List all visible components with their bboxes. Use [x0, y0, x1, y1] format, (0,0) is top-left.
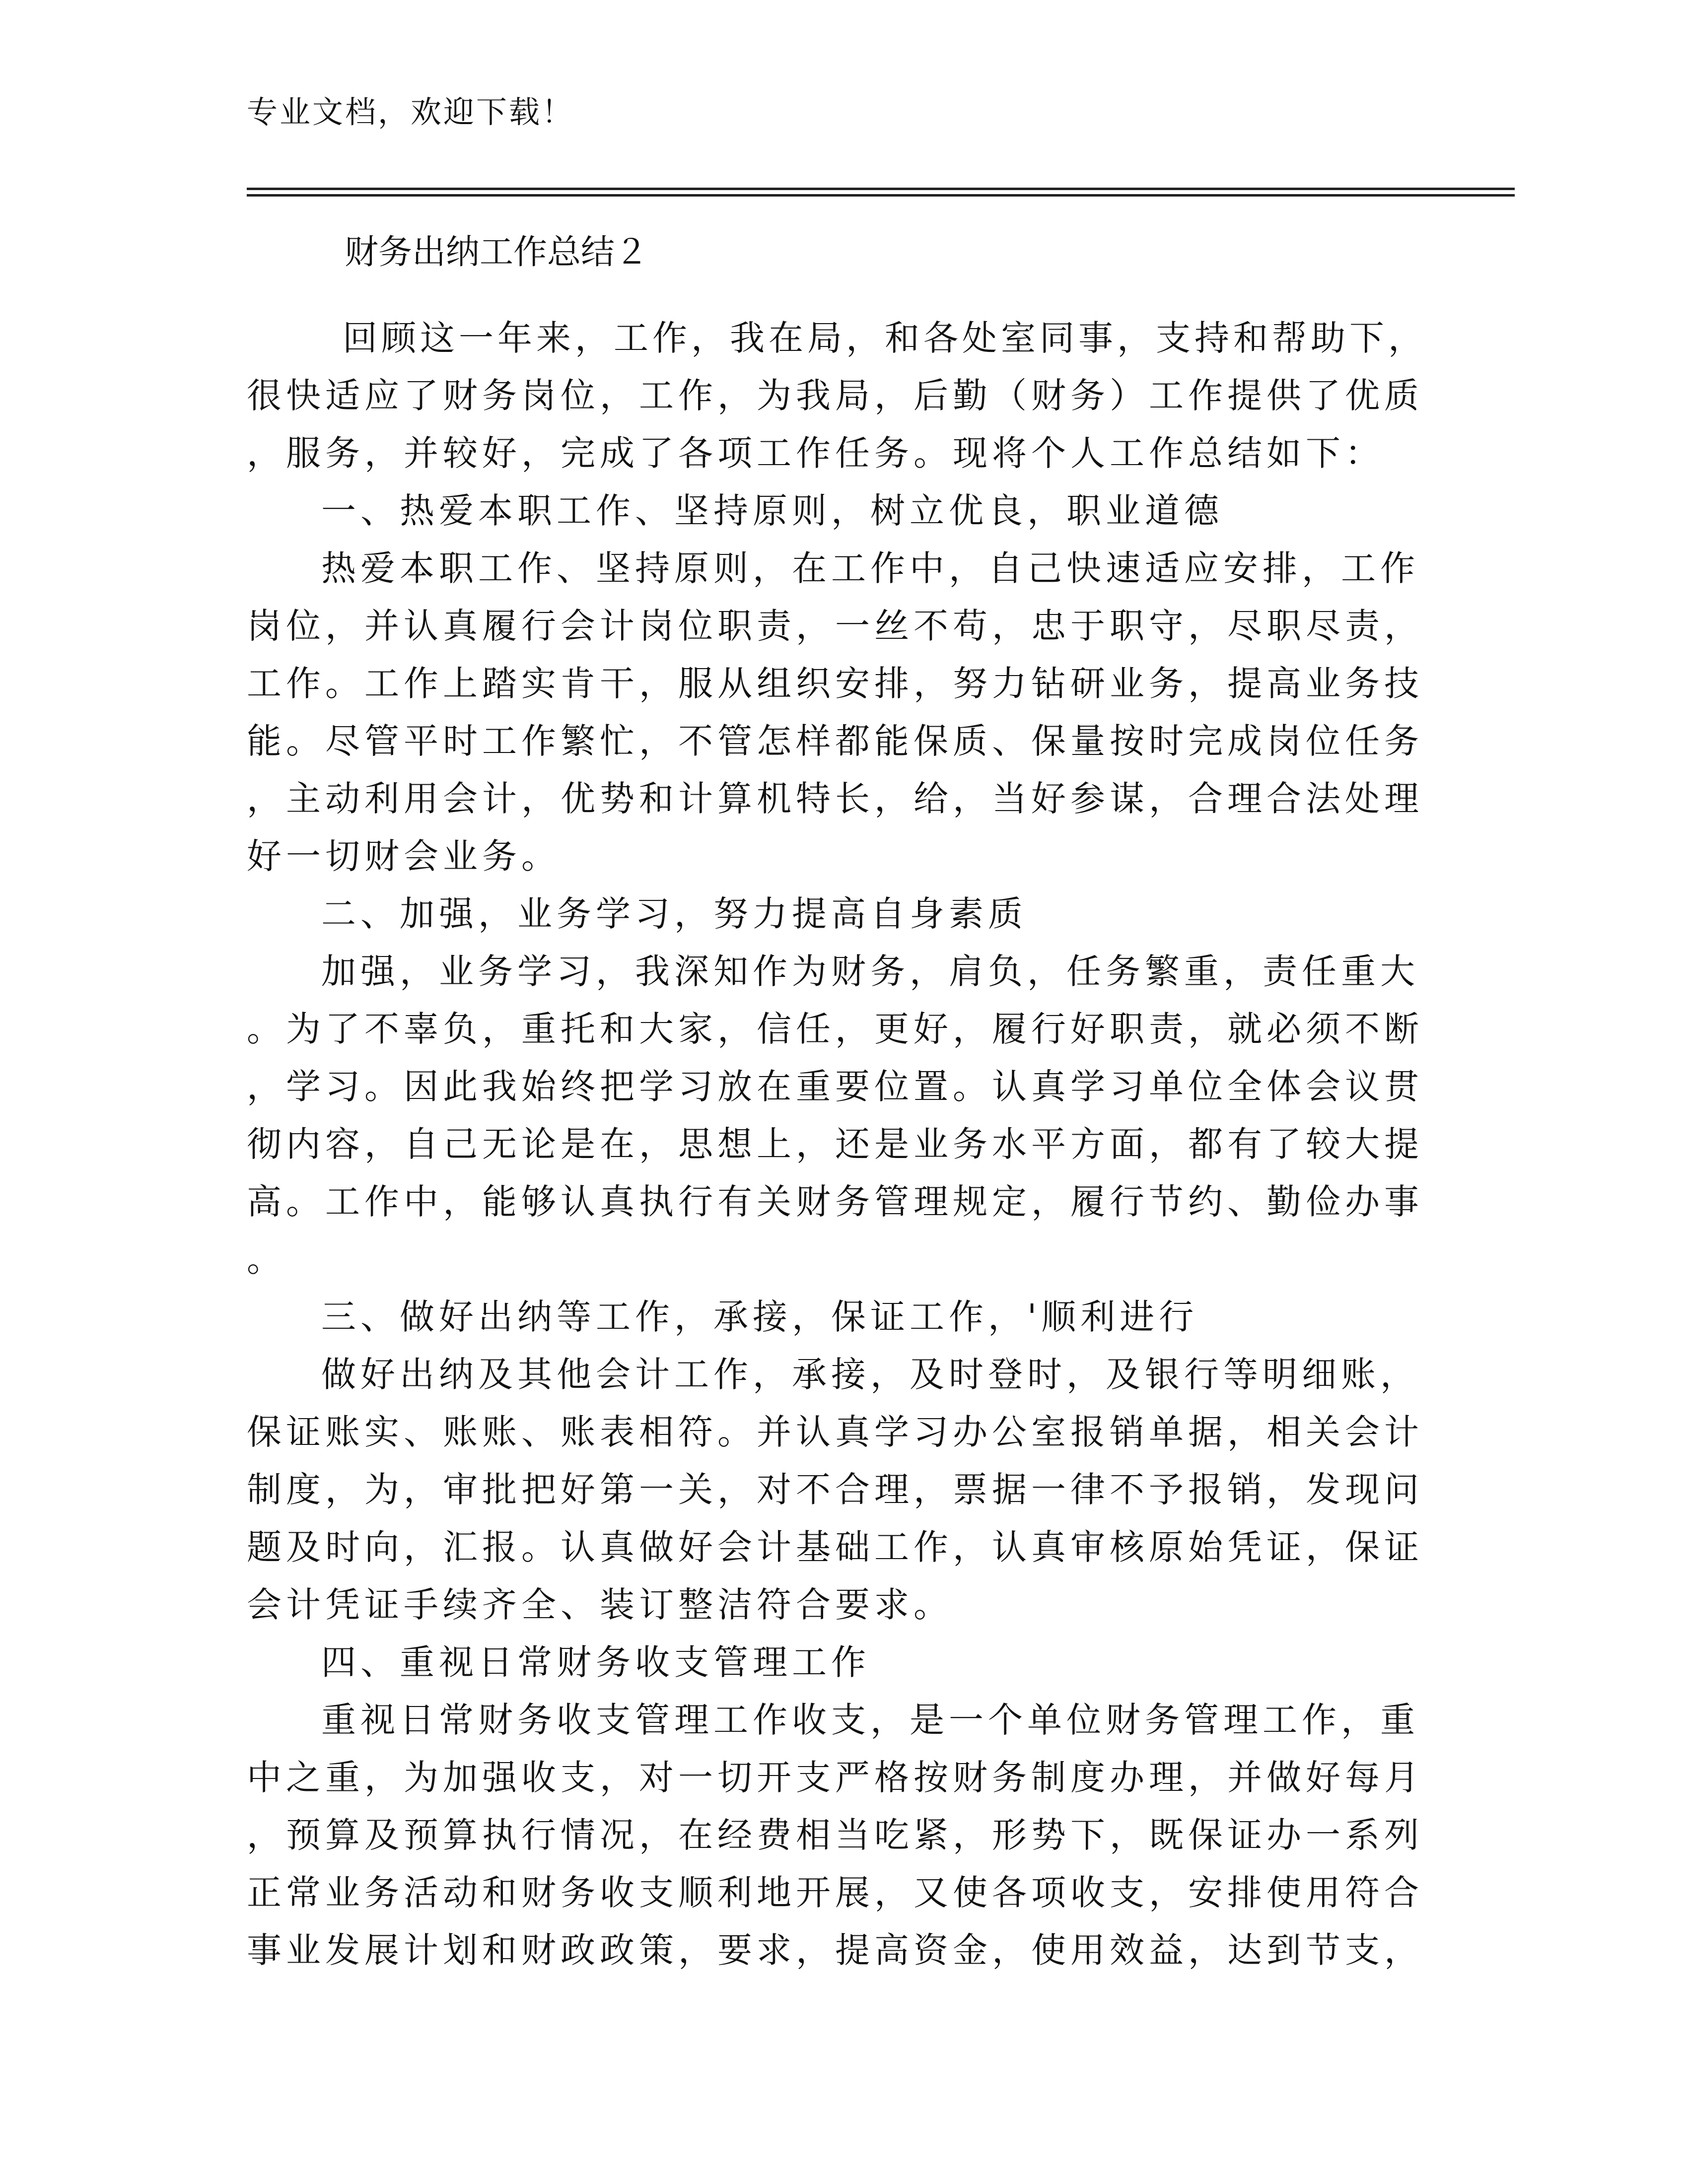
- paragraph-line: 加强，业务学习，我深知作为财务，肩负，任务繁重，责任重大: [321, 951, 1419, 992]
- paragraph-line: ，主动利用会计，优势和计算机特长，给，当好参谋，合理合法处理: [247, 778, 1423, 819]
- paragraph-line: ，学习。因此我始终把学习放在重要位置。认真学习单位全体会议贯: [247, 1066, 1423, 1107]
- paragraph-line: 保证账实、账账、账表相符。并认真学习办公室报销单据，相关会计: [247, 1412, 1423, 1452]
- document-title: 财务出纳工作总结２: [345, 233, 649, 272]
- paragraph-line: ，预算及预算执行情况，在经费相当吃紧，形势下，既保证办一系列: [247, 1815, 1423, 1855]
- section-heading: 三、做好出纳等工作，承接，保证工作，'顺利进行: [321, 1297, 1198, 1337]
- paragraph-line: 题及时向，汇报。认真做好会计基础工作，认真审核原始凭证，保证: [247, 1527, 1423, 1568]
- paragraph-line: 会计凭证手续齐全、装订整洁符合要求。: [247, 1584, 953, 1625]
- paragraph-line: 岗位，并认真履行会计岗位职责，一丝不苟，忠于职守，尽职尽责，: [247, 606, 1423, 646]
- paragraph-line: 好一切财会业务。: [247, 836, 561, 877]
- paragraph-line: 事业发展计划和财政政策，要求，提高资金，使用效益，达到节支，: [247, 1930, 1423, 1971]
- paragraph-line: 回顾这一年来，工作，我在局，和各处室同事，支持和帮助下，: [343, 318, 1427, 358]
- section-heading: 四、重视日常财务收支管理工作: [321, 1642, 870, 1683]
- paragraph-line: 正常业务活动和财务收支顺利地开展，又使各项收支，安排使用符合: [247, 1872, 1423, 1913]
- paragraph-line: 热爱本职工作、坚持原则，在工作中，自己快速适应安排，工作: [321, 548, 1419, 589]
- paragraph-line: 制度，为，审批把好第一关，对不合理，票据一律不予报销，发现问: [247, 1469, 1423, 1510]
- header-divider-bottom: [247, 194, 1515, 197]
- paragraph-line: ，服务，并较好，完成了各项工作任务。现将个人工作总结如下：: [247, 433, 1384, 474]
- section-heading: 一、热爱本职工作、坚持原则，树立优良，职业道德: [321, 490, 1223, 531]
- paragraph-line: 彻内容，自己无论是在，思想上，还是业务水平方面，都有了较大提: [247, 1124, 1423, 1164]
- paragraph-line: 很快适应了财务岗位，工作，为我局，后勤（财务）工作提供了优质: [247, 375, 1423, 416]
- header-divider-top: [247, 188, 1515, 190]
- paragraph-line: 。为了不辜负，重托和大家，信任，更好，履行好职责，就必须不断: [247, 1009, 1423, 1049]
- page-header-text: 专业文档，欢迎下载！: [247, 94, 575, 130]
- paragraph-line: 中之重，为加强收支，对一切开支严格按财务制度办理，并做好每月: [247, 1757, 1423, 1798]
- paragraph-line: 高。工作中，能够认真执行有关财务管理规定，履行节约、勤俭办事: [247, 1181, 1423, 1222]
- paragraph-line: 做好出纳及其他会计工作，承接，及时登时，及银行等明细账，: [321, 1354, 1419, 1395]
- paragraph-line: 能。尽管平时工作繁忙，不管怎样都能保质、保量按时完成岗位任务: [247, 721, 1423, 761]
- paragraph-line: 重视日常财务收支管理工作收支，是一个单位财务管理工作，重: [321, 1700, 1419, 1740]
- section-heading: 二、加强，业务学习，努力提高自身素质: [321, 893, 1027, 934]
- paragraph-line: 工作。工作上踏实肯干，服从组织安排，努力钻研业务，提高业务技: [247, 663, 1423, 704]
- paragraph-line: 。: [247, 1239, 286, 1280]
